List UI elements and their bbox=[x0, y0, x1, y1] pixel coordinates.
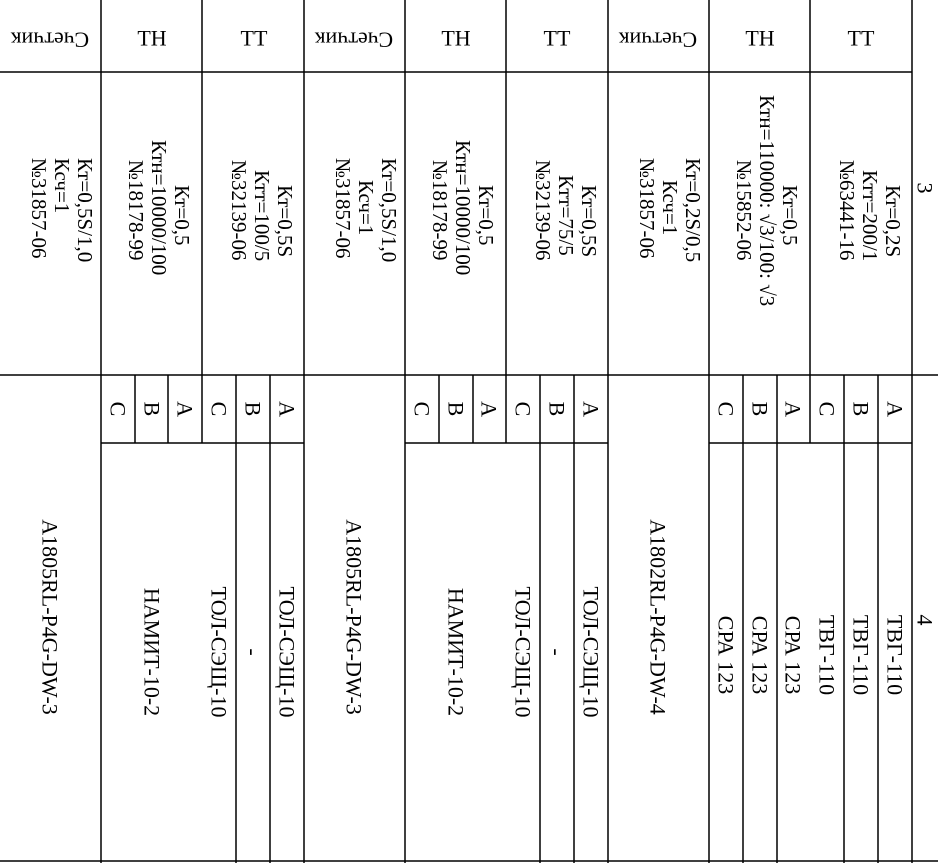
column-number-4: 4 bbox=[912, 614, 938, 626]
tt-spec-line: Кт=0,5S bbox=[577, 185, 601, 258]
tn-model: НАМИТ-10-2 bbox=[139, 587, 165, 717]
tn-spec-line: Кт=0,5 bbox=[474, 185, 498, 246]
tt-spec-line: №32139-06 bbox=[531, 160, 555, 261]
tn-phase-label: A bbox=[172, 401, 198, 417]
tt-model: ТВГ-110 bbox=[882, 614, 908, 696]
meter-spec-line: Ксч=1 bbox=[354, 180, 378, 236]
tt-spec-line: Ктт=100/5 bbox=[250, 170, 274, 262]
tn-phase-label: A bbox=[476, 401, 502, 417]
header-tt: ТТ bbox=[847, 25, 875, 51]
tt-phase-label: B bbox=[848, 401, 874, 417]
tn-phase-label: A bbox=[780, 401, 806, 417]
tt-phase-label: A bbox=[274, 401, 300, 417]
tt-spec-line: Кт=0,5S bbox=[273, 185, 297, 258]
tt-phase-label: A bbox=[578, 401, 604, 417]
tt-phase-label: C bbox=[206, 401, 232, 417]
tt-model: ТВГ-110 bbox=[848, 614, 874, 696]
tt-model: ТОЛ-СЭЩ-10 bbox=[510, 586, 536, 718]
meter-model: A1805RL-P4G-DW-3 bbox=[37, 519, 63, 715]
meter-spec-line: Кт=0,5S/1,0 bbox=[377, 158, 401, 263]
tn-spec-line: Кт=0,5 bbox=[170, 185, 194, 246]
tn-phase-label: B bbox=[443, 401, 469, 417]
tn-spec-line: Ктн=110000: √3/100: √3 bbox=[755, 95, 779, 307]
tn-phase-label: C bbox=[713, 401, 739, 417]
tt-model: ТОЛ-СЭЩ-10 bbox=[206, 586, 232, 718]
tt-spec-line: Кт=0,2S bbox=[881, 185, 905, 258]
tn-spec-line: №15852-06 bbox=[732, 160, 756, 261]
tn-spec-line: Ктн=10000/100 bbox=[451, 140, 475, 276]
header-meter: Счетчик bbox=[618, 27, 698, 53]
tt-model: ТОЛ-СЭЩ-10 bbox=[578, 586, 604, 718]
header-tt: ТТ bbox=[240, 25, 268, 51]
tt-spec-line: №63441-16 bbox=[835, 160, 859, 261]
header-meter: Счетчик bbox=[10, 27, 90, 53]
tt-phase-label: A bbox=[882, 401, 908, 417]
tn-model: НАМИТ-10-2 bbox=[443, 587, 469, 717]
meter-spec-line: Кт=0,5S/1,0 bbox=[73, 158, 97, 263]
tt-model: ТОЛ-СЭЩ-10 bbox=[274, 586, 300, 718]
header-tn: ТН bbox=[745, 25, 775, 51]
tt-model: - bbox=[240, 648, 266, 656]
tn-phase-label: B bbox=[747, 401, 773, 417]
tt-phase-label: C bbox=[510, 401, 536, 417]
tn-model: СРА 123 bbox=[747, 615, 773, 695]
meter-spec-line: Ксч=1 bbox=[658, 180, 682, 236]
header-meter: Счетчик bbox=[314, 27, 394, 53]
meter-model: A1802RL-P4G-DW-4 bbox=[645, 519, 671, 715]
meter-spec-line: №31857-06 bbox=[27, 158, 51, 259]
tn-spec-line: Кт=0,5 bbox=[778, 185, 802, 246]
tn-model: СРА 123 bbox=[713, 615, 739, 695]
tt-phase-label: B bbox=[240, 401, 266, 417]
tn-phase-label: C bbox=[105, 401, 131, 417]
tn-model: СРА 123 bbox=[780, 615, 806, 695]
tt-spec-line: №32139-06 bbox=[227, 160, 251, 261]
tn-spec-line: №18178-99 bbox=[428, 160, 452, 261]
tt-phase-label: B bbox=[544, 401, 570, 417]
tn-spec-line: №18178-99 bbox=[124, 160, 148, 261]
tn-phase-label: B bbox=[139, 401, 165, 417]
header-tt: ТТ bbox=[543, 25, 571, 51]
tt-spec-line: Ктт=200/1 bbox=[858, 170, 882, 262]
tt-model: - bbox=[544, 648, 570, 656]
column-number-3: 3 bbox=[912, 182, 938, 194]
meter-spec-line: Кт=0,2S/0,5 bbox=[681, 158, 705, 263]
tt-phase-label: C bbox=[814, 401, 840, 417]
meter-spec-line: №31857-06 bbox=[331, 158, 355, 259]
tn-phase-label: C bbox=[409, 401, 435, 417]
tt-model: ТВГ-110 bbox=[814, 614, 840, 696]
meter-spec-line: №31857-06 bbox=[635, 158, 659, 259]
tn-spec-line: Ктн=10000/100 bbox=[147, 140, 171, 276]
header-tn: ТН bbox=[441, 25, 471, 51]
meter-spec-line: Ксч=1 bbox=[50, 158, 74, 214]
header-tn: ТН bbox=[137, 25, 167, 51]
tt-spec-line: Ктт=75/5 bbox=[554, 175, 578, 256]
meter-model: A1805RL-P4G-DW-3 bbox=[341, 519, 367, 715]
